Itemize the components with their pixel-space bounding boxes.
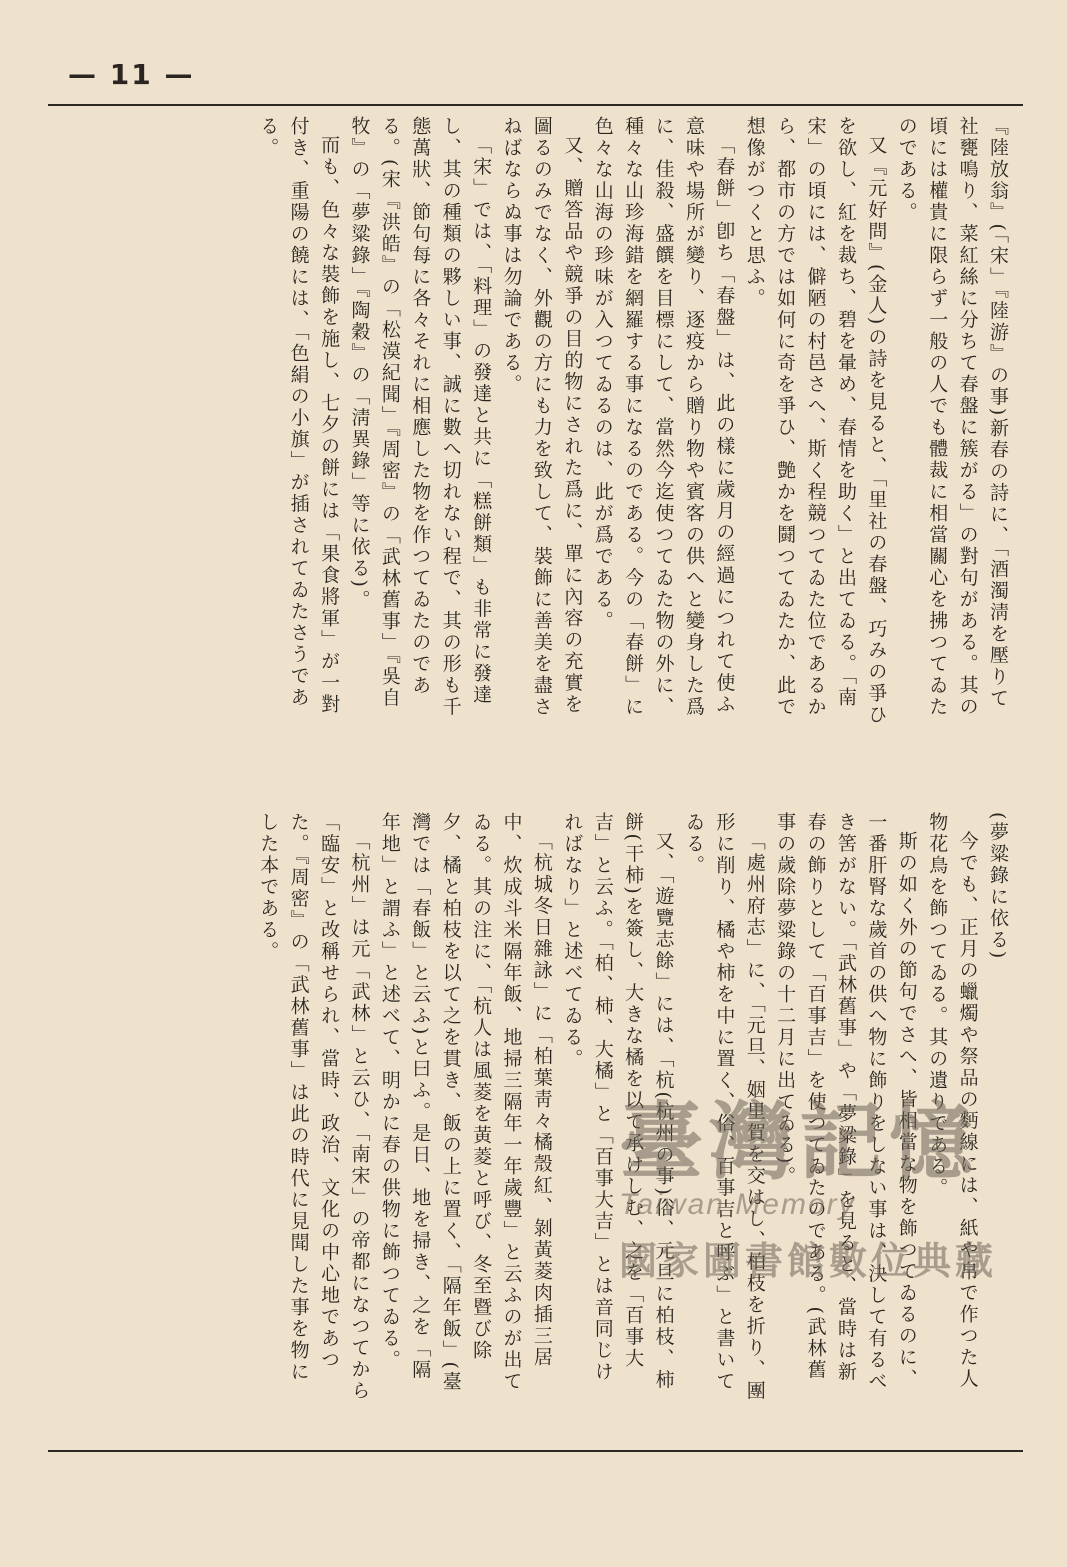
paragraph: 「杭州」は元「武林」と云ひ、「南宋」の帝都になつてから「臨安」と改稱せられ、當時、政治、文化の中心地であつた。『周密』の「武林舊事」は此の時代に見聞した事を物にした本である。 <box>257 812 371 1402</box>
upper-right-text-block <box>257 116 1013 728</box>
paragraph: 而も、色々な裝飾を施し、七夕の餅には「果食將軍」が一對付き、重陽の饒には、「色絹の小旗」が插されてゐたさうである。 <box>257 116 341 716</box>
paragraph: 今でも、正月の蠟燭や祭品の麪線には、紙や帛で作つた人物花鳥を飾つてゐる。其の遺りである。 <box>926 812 979 1390</box>
paragraph: 斯の如く外の節句でさへ、皆相當な物を飾つてゐるのに、一番肝腎な歲首の供へ物に飾りをしない事は、決して有るべき筈がない。「武林舊事」や「夢粱錄」を見ると、當時は新春の飾りとして「百事吉」を使つてゐたのである。(武林舊事の歲除夢粱錄の十二月に出てゐる)。 <box>774 812 918 1393</box>
paragraph: (夢粱錄に依る) <box>987 812 1009 961</box>
watermark-logo-text: 臺灣記憶 <box>618 1092 979 1191</box>
watermark-subtitle: Taiwan Memory <box>618 1188 856 1221</box>
paragraph: 「宋」では、「料理」の發達と共に「糕餅類」も非常に發達し、其の種類の夥しい事、誠に數へ切れない程で、其の形も千態萬狀、節句每に各々それに相應した物を作つてゐたのである。(宋『洪皓』の「松漠紀聞」『周密』の「武林舊事」『吳自牧』の「夢粱錄」『陶穀』の「淸異錄」等に依る)。 <box>348 116 493 718</box>
paragraph: 又、「遊覽志餘」には、「杭(杭州の事)俗、元旦に柏枝、柿餅(干柿)を簽し、大きな橘を以て承けしむ、之を「百事大吉」と云ふ。「柏、柿、大橘」と「百事大吉」とは音同じければなり」と述べてゐる。 <box>561 812 675 1391</box>
paragraph: 『陸放翁』(「宋」『陸游』の事)新春の詩に、「酒濁淸を壓りて社甕鳴り、菜紅絲に分ちて春盤に簇がる」の對句がある。其の頃には權貴に限らず一般の人でも體裁に相當關心を拂つてゐたのである。 <box>895 116 1009 718</box>
top-rule <box>48 104 1023 106</box>
paragraph: 「春餅」卽ち「春盤」は、此の樣に歲月の經過につれて使ふ意味や場所が變り、逐疫から贈り物や賓客の供へと變身した爲に、佳殺、盛饌を目標にして、當然今迄使つてゐた物の外に、種々な山珍海錯を網羅する事になるのである。今の「春餅」に色々な山海の珍味が入つてゐるのは、此が爲である。 <box>591 116 736 718</box>
paragraph: 又『元好問』(金人)の詩を見ると、「里社の春盤、巧みの爭ひを欲し、紅を裁ち、碧を暈め、春情を助く」と出てゐる。「南宋」の頃には、僻陋の村邑さへ、斯く程競つてゐた位であるから、都市の方では如何に奇を爭ひ、艶かを鬪つてゐたか、此で想像がつくと思ふ。 <box>743 116 888 726</box>
bottom-rule <box>48 1450 1023 1452</box>
paragraph: 「處州府志」に、「元旦、姻里賀を交はし、柏枝を折り、團形に削り、橘や柿を中に置く、俗、百事吉と呼ぶ」と書いてゐる。 <box>682 812 766 1402</box>
paragraph: 「杭城冬日雜詠」に「柏葉靑々橘殼紅、剝黃菱肉插三居中、炊成斗米隔年飯、地掃三隔年一年歲豐」と云ふのが出てゐる。其の注に、「杭人は風菱を黃菱と呼び、冬至暨び除夕、橘と柏枝を以て之を貫き、飯の上に置く、「隔年飯」(臺灣では「春飯」と云ふ)と曰ふ。是日、地を掃き、之を「隔年地」と謂ふ」と述べて、明かに春の供物に飾つてゐる。 <box>378 812 553 1393</box>
watermark <box>618 1092 997 1285</box>
watermark-caption: 國家圖書館數位典藏 <box>618 1238 997 1283</box>
paragraph: 又、贈答品や競爭の目的物にされた爲に、單に內容の充實を圖るのみでなく、外觀の方にも力を致して、裝飾に善美を盡さねばならぬ事は勿論である。 <box>500 116 584 718</box>
page-number: — 11 — <box>68 58 195 91</box>
